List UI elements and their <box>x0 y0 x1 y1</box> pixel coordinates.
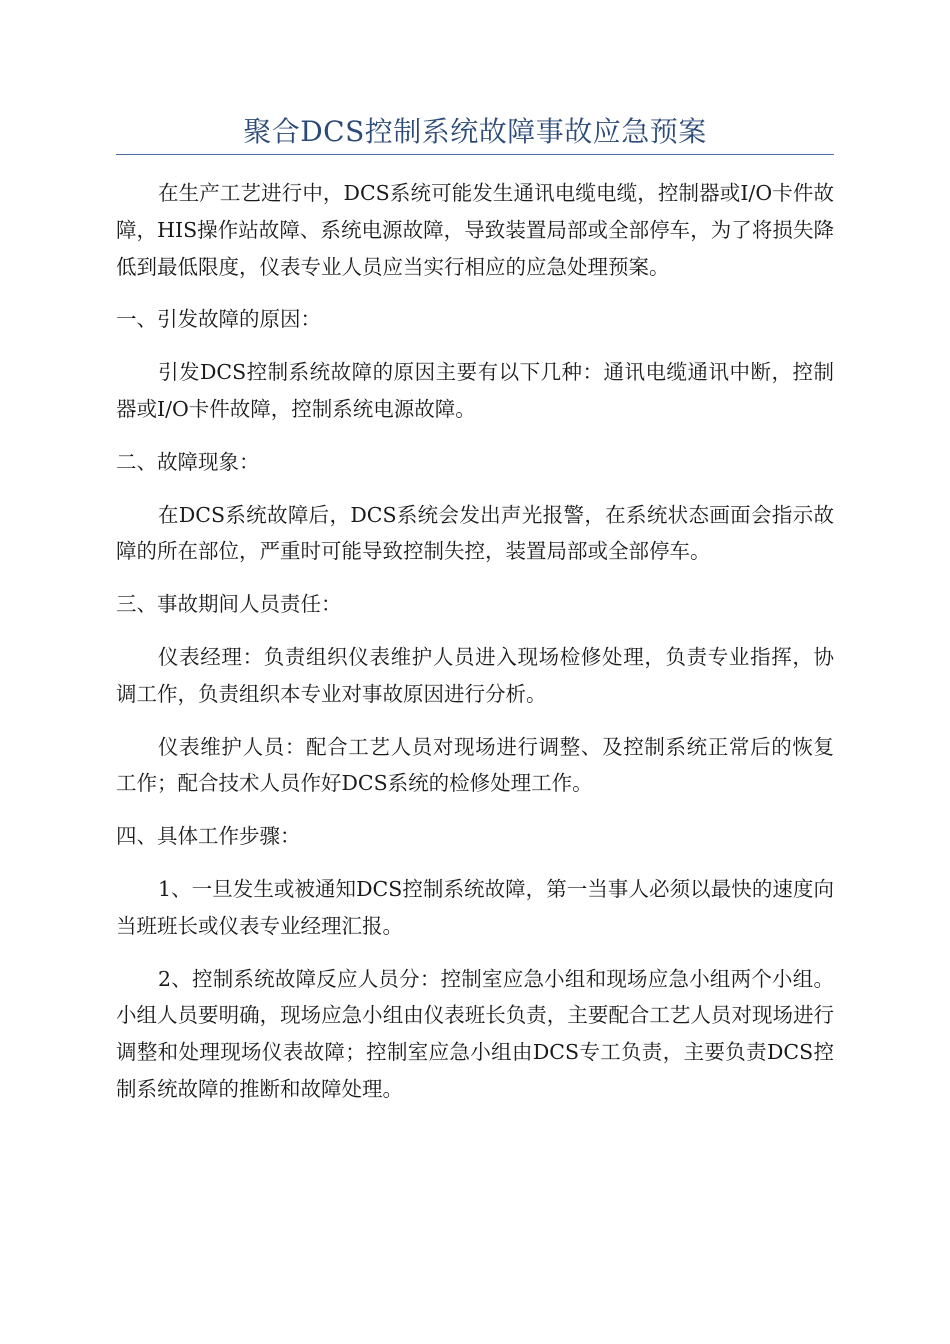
section-1-heading: 一、引发故障的原因： <box>116 307 321 332</box>
section-3-paragraph-staff: 仪表维护人员：配合工艺人员对现场进行调整、及控制系统正常后的恢复工作；配合技术人员作好DCS系统的检修处理工作。 <box>116 734 834 796</box>
title-underline <box>116 154 834 155</box>
section-2-paragraph: 在DCS系统故障后，DCS系统会发出声光报警，在系统状态画面会指示故障的所在部位，严重时可能导致控制失控，装置局部或全部停车。 <box>116 502 834 564</box>
document-body <box>116 175 834 1124</box>
document-title: 聚合DCS控制系统故障事故应急预案 <box>243 115 707 148</box>
section-1-paragraph: 引发DCS控制系统故障的原因主要有以下几种：通讯电缆通讯中断，控制器或I/O卡件故障，控制系统电源故障。 <box>116 360 834 421</box>
section-3-paragraph-manager: 仪表经理：负责组织仪表维护人员进入现场检修处理，负责专业指挥，协调工作，负责组织本专业对事故原因进行分析。 <box>116 644 834 706</box>
section-2-heading: 二、故障现象： <box>116 449 260 474</box>
intro-paragraph: 在生产工艺进行中，DCS系统可能发生通讯电缆电缆，控制器或I/O卡件故障，HIS操作站故障、系统电源故障，导致装置局部或全部停车，为了将损失降低到最低限度，仪表专业人员应当实行相应的应急处理预案。 <box>116 181 834 279</box>
section-4-step-1: 1、一旦发生或被通知DCS控制系统故障，第一当事人必须以最快的速度向当班班长或仪表专业经理汇报。 <box>116 876 834 938</box>
section-3-heading: 三、事故期间人员责任： <box>116 592 342 617</box>
section-4-heading: 四、具体工作步骤： <box>116 824 301 849</box>
section-4-step-2: 2、控制系统故障反应人员分：控制室应急小组和现场应急小组两个小组。小组人员要明确，现场应急小组由仪表班长负责，主要配合工艺人员对现场进行调整和处理现场仪表故障；控制室应急小组由DCS专工负责，主要负责DCS控制系统故障的推断和故障处理。 <box>116 966 834 1101</box>
